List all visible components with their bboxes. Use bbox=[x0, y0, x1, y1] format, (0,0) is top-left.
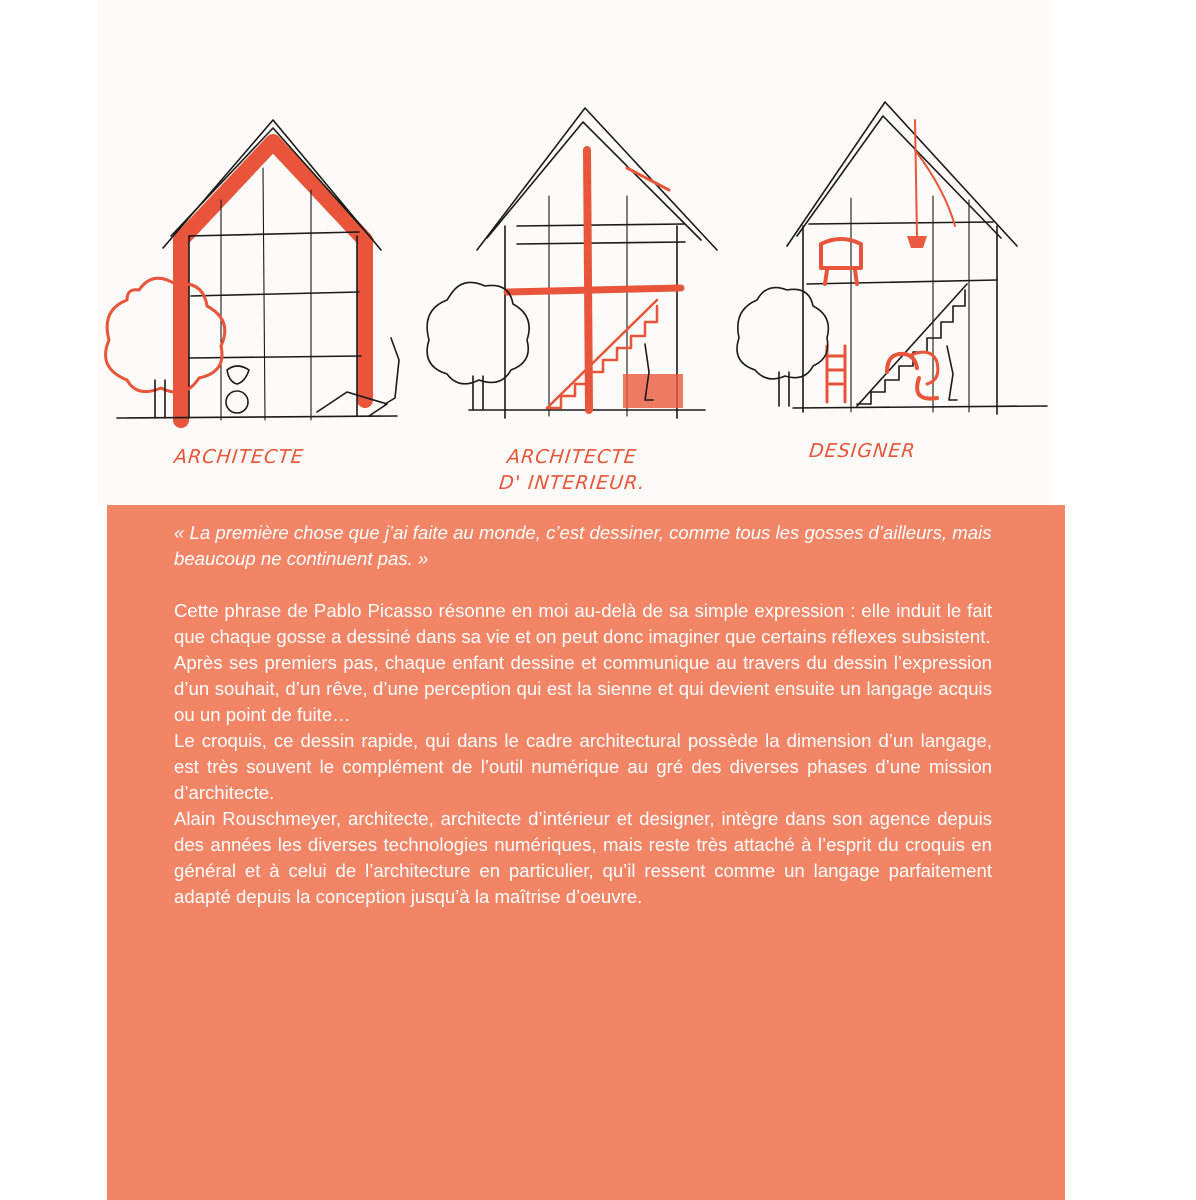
body-text bbox=[174, 598, 992, 910]
paragraph: Cette phrase de Pablo Picasso résonne en moi au-delà de sa simple expression : elle induit le fait que chaque gosse a dessiné dans sa vie et on peut donc imaginer que certains réflexes subsistent. bbox=[174, 600, 992, 647]
house-sketch-interieur bbox=[427, 108, 717, 418]
paragraph: Le croquis, ce dessin rapide, qui dans le cadre architectural possède la dimension d’un langage, est très souvent le complément de l’outil numérique au gré des diverses phases d’une mission d’architecte. bbox=[174, 730, 992, 803]
label-architecte-interieur-line2: D' INTERIEUR. bbox=[497, 472, 647, 494]
picasso-quote: « La première chose que j’ai faite au monde, c’est dessiner, comme tous les gosses d’ailleurs, mais beaucoup ne continuent pas. » bbox=[174, 522, 992, 569]
sketch-illustration bbox=[97, 0, 1052, 505]
text-block bbox=[174, 520, 992, 910]
paragraph: Alain Rouschmeyer, architecte, architecte d’intérieur et designer, intègre dans son agence depuis des années les diverses technologies numériques, mais reste très attaché à l’esprit du croquis en général et à celui de l’architecture en particulier, qu’il ressent comme un langage parfaitement adapté depuis la conception jusqu’à la maîtrise d’oeuvre. bbox=[174, 808, 992, 907]
label-architecte-interieur-line1: ARCHITECTE bbox=[505, 446, 639, 468]
label-designer: DESIGNER bbox=[807, 440, 917, 462]
house-sections-drawing bbox=[97, 0, 1052, 505]
paragraph: Après ses premiers pas, chaque enfant dessine et communique au travers du dessin l’expression d’un souhait, d’un rêve, d’une perception qui est la sienne et qui devient ensuite un langage acquis ou un point de fuite… bbox=[174, 652, 992, 725]
label-architecte: ARCHITECTE bbox=[172, 446, 306, 468]
house-sketch-architecte bbox=[106, 120, 399, 420]
house-sketch-designer bbox=[737, 102, 1047, 414]
